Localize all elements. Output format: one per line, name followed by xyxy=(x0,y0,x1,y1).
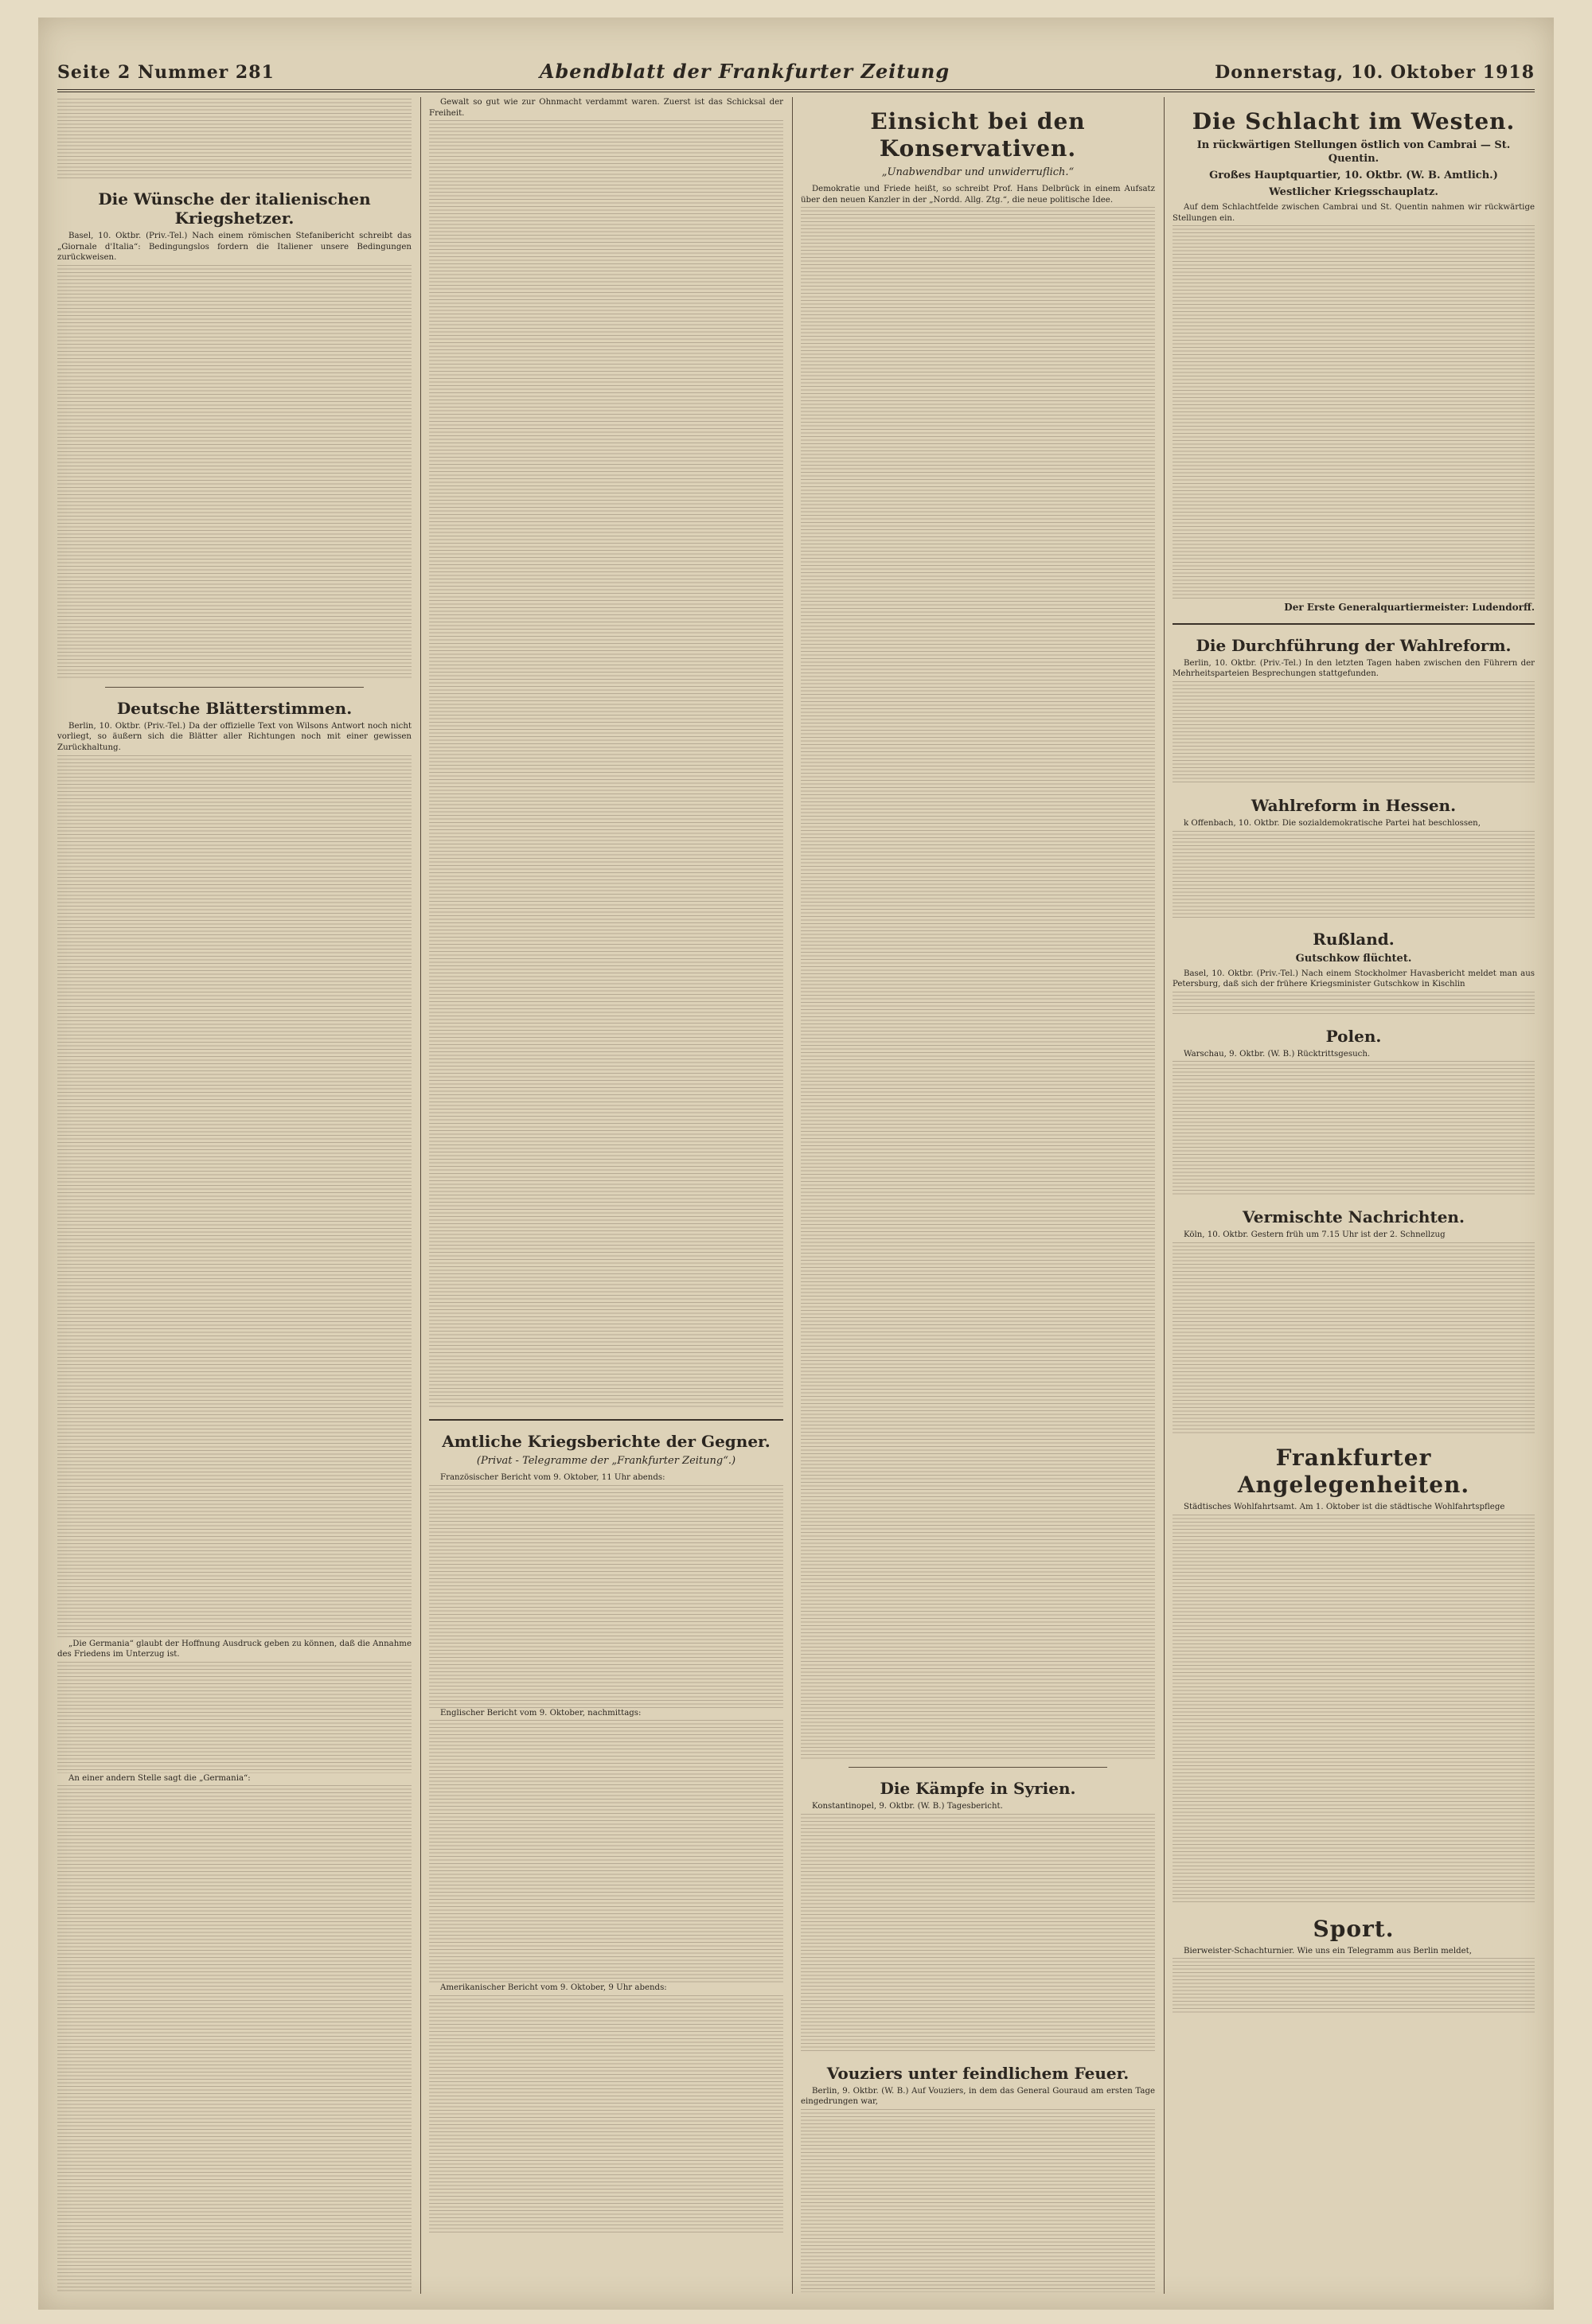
article-lead: Berlin, 10. Oktbr. (Priv.-Tel.) Da der offizielle Text von Wilsons Antwort noch nicht vorliegt, so äußern sich die Blätter aller Richtungen noch mit einer gewissen Zurückhaltung. xyxy=(57,721,412,752)
masthead: Abendblatt der Frankfurter Zeitung xyxy=(539,60,950,83)
separator xyxy=(849,1767,1107,1768)
column-2 xyxy=(429,97,783,2294)
newspaper-page xyxy=(38,18,1554,2310)
headline-italien: Die Wünsche der italienischen Kriegshetzer. xyxy=(98,189,371,228)
article-lead: Berlin, 10. Oktbr. (Priv.-Tel.) In den letzten Tagen haben zwischen den Führern der Mehrheitsparteien Besprechungen stattgefunden. xyxy=(1173,658,1535,679)
article-text-block xyxy=(1173,1061,1535,1196)
report-lead: Französischer Bericht vom 9. Oktober, 11 Uhr abends: xyxy=(440,1473,665,1483)
column-rule xyxy=(792,97,793,2294)
headline-sport: Sport. xyxy=(1313,1915,1395,1942)
article-text-block xyxy=(801,207,1155,1759)
article-text-block xyxy=(57,99,412,178)
article-text-block xyxy=(1173,1242,1535,1433)
article-text-block xyxy=(429,120,783,1410)
page-number: Seite 2 Nummer 281 xyxy=(57,62,275,83)
article-text-block xyxy=(1173,225,1535,599)
page-header xyxy=(57,32,1535,92)
article-text-block xyxy=(57,1785,412,2294)
article-lead: Auf dem Schlachtfelde zwischen Cambrai und St. Quentin nahmen wir rückwärtige Stellungen ein. xyxy=(1173,203,1535,223)
article-continuation: Gewalt so gut wie zur Ohnmacht verdammt waren. Zuerst ist das Schicksal der Freiheit. xyxy=(429,98,783,118)
headline-vouziers: Vouziers unter feindlichem Feuer. xyxy=(826,2063,1130,2083)
article-lead: Demokratie und Friede heißt, so schreibt Prof. Hans Delbrück in einem Aufsatz über den neuen Kanzler in der „Nordd. Allg. Ztg.“, die neue politische Idee. xyxy=(801,185,1155,205)
headline-wahlreform: Die Durchführung der Wahlreform. xyxy=(1196,635,1512,655)
article-text-block xyxy=(801,1814,1155,2053)
separator xyxy=(429,1419,783,1421)
headline-schlacht: Die Schlacht im Westen. xyxy=(1192,108,1516,135)
separator xyxy=(105,687,364,688)
column-1 xyxy=(57,97,412,2294)
headline-hessen: Wahlreform in Hessen. xyxy=(1251,795,1457,815)
headline-subtitle: In rückwärtigen Stellungen östlich von Cambrai — St. Quentin. xyxy=(1196,139,1511,165)
article-text-block xyxy=(429,1995,783,2234)
report-signature: Der Erste Generalquartiermeister: Ludendorff. xyxy=(1284,602,1535,614)
article-lead: Städtisches Wohlfahrtsamt. Am 1. Oktober ist die städtische Wohlfahrtspflege xyxy=(1184,1502,1505,1511)
report-lead: Englischer Bericht vom 9. Oktober, nachmittags: xyxy=(440,1708,642,1718)
article-text-block xyxy=(801,2109,1155,2292)
article-text-block xyxy=(57,1662,412,1773)
article-text-block xyxy=(1173,1958,1535,2014)
article-text-block xyxy=(57,755,412,1639)
article-quote: An einer andern Stelle sagt die „Germania“: xyxy=(68,1773,251,1783)
headline-subtitle: „Unabwendbar und unwiderruflich.“ xyxy=(881,166,1075,178)
headline-frankfurter: Frankfurter Angelegenheiten. xyxy=(1237,1444,1470,1498)
column-rule xyxy=(1164,97,1165,2294)
article-lead: Bierweister-Schachturnier. Wie uns ein Telegramm aus Berlin meldet, xyxy=(1184,1946,1472,1956)
article-text-block xyxy=(429,1485,783,1708)
headline-subtitle: (Privat - Telegramme der „Frankfurter Zeitung“.) xyxy=(476,1455,736,1468)
article-text-block xyxy=(57,265,412,679)
article-lead: Berlin, 9. Oktbr. (W. B.) Auf Vouziers, in dem das General Gouraud am ersten Tage eingedrungen war, xyxy=(801,2086,1155,2107)
article-lead: Konstantinopel, 9. Oktbr. (W. B.) Tagesbericht. xyxy=(812,1802,1003,1811)
article-text-block xyxy=(1173,681,1535,785)
headline-polen: Polen. xyxy=(1325,1026,1382,1046)
headline-subtitle: Gutschkow flüchtet. xyxy=(1295,952,1412,965)
headline-kriegsberichte: Amtliche Kriegsberichte der Gegner. xyxy=(442,1432,771,1452)
separator xyxy=(1173,623,1535,625)
article-text-block xyxy=(429,1720,783,1983)
headline-blaetterstimmen: Deutsche Blätterstimmen. xyxy=(116,698,353,718)
article-lead: Warschau, 9. Oktbr. (W. B.) Rücktrittsgesuch. xyxy=(1184,1049,1371,1059)
headline-vermischte: Vermischte Nachrichten. xyxy=(1243,1207,1465,1227)
article-text-block xyxy=(1173,1515,1535,1905)
article-lead: k Offenbach, 10. Oktbr. Die sozialdemokratische Partei hat beschlossen, xyxy=(1184,818,1481,828)
headline-russland: Rußland. xyxy=(1313,929,1395,949)
column-3 xyxy=(801,97,1155,2294)
theater-label: Westlicher Kriegsschauplatz. xyxy=(1269,186,1438,198)
column-4 xyxy=(1173,97,1535,2294)
headline-konservativen: Einsicht bei den Konservativen. xyxy=(870,108,1086,162)
article-lead: Basel, 10. Oktbr. (Priv.-Tel.) Nach einem Stockholmer Havasbericht meldet man aus Petersburg, daß sich der frühere Kriegsminister Gutschkow in Kischlin xyxy=(1173,969,1535,989)
article-text-block xyxy=(1173,831,1535,918)
report-lead: Amerikanischer Bericht vom 9. Oktober, 9 Uhr abends: xyxy=(440,1983,667,1993)
headline-syrien: Die Kämpfe in Syrien. xyxy=(880,1779,1076,1799)
article-lead: Köln, 10. Oktbr. Gestern früh um 7.15 Uhr ist der 2. Schnellzug xyxy=(1184,1230,1446,1240)
article-lead: Basel, 10. Oktbr. (Priv.-Tel.) Nach einem römischen Stefanibericht schreibt das „Giornale d'Italia“: Bedingungslos fordern die Italiener unsere Bedingungen zurückweisen. xyxy=(57,232,412,263)
column-rule xyxy=(420,97,421,2294)
article-text-block xyxy=(1173,992,1535,1016)
article-quote: „Die Germania“ glaubt der Hoffnung Ausdruck geben zu können, daß die Annahme des Friedens im Unterzug ist. xyxy=(57,1639,412,1659)
issue-date: Donnerstag, 10. Oktober 1918 xyxy=(1215,62,1535,83)
dateline: Großes Hauptquartier, 10. Oktbr. (W. B. Amtlich.) xyxy=(1209,170,1498,181)
